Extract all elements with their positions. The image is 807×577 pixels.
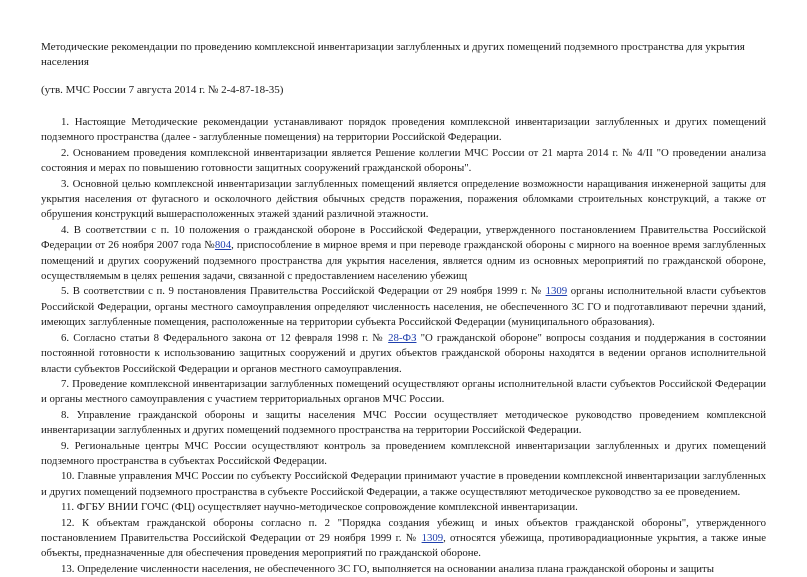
link-decree-804[interactable]: 804 xyxy=(214,239,232,252)
paragraph-4 xyxy=(41,223,766,285)
link-law-28-fz[interactable]: 28-ФЗ xyxy=(388,331,417,344)
paragraph-text: 13. Определение численности населения, не обеспеченного ЗС ГО, выполняется на основании анализа плана гражданской обороны и защиты xyxy=(61,562,715,575)
paragraph-text: "О гражданской обороне" вопросы создания и поддержания в состоянии постоянной готовности к использованию защитных сооружений и других объектов гражданской обороны находятся в ведении органов исполнительной власти субъектов Российской Федерации и органов местного самоуправления. xyxy=(41,331,767,375)
paragraph-5 xyxy=(41,284,766,330)
paragraph-2 xyxy=(41,146,766,177)
paragraph-text: 12. К объектам гражданской обороны согласно п. 2 "Порядка создания убежищ и иных объектов гражданской обороны", утвержденного постановлением Правительства Российской Федерации от 29 ноября 1999 г. № xyxy=(41,516,766,544)
paragraph-10 xyxy=(41,469,766,500)
paragraph-text: 11. ФГБУ ВНИИ ГОЧС (ФЦ) осуществляет научно-методическое сопровождение комплексной инвентаризации. xyxy=(61,501,578,514)
document-body xyxy=(41,115,766,577)
paragraph-text: , относятся убежища, противорадиационные укрытия, а также иные объекты, предназначенные для обеспечения проведения мероприятий по гражданской обороне. xyxy=(41,531,766,560)
paragraph-9 xyxy=(41,439,766,470)
paragraph-text: , приспособление в мирное время и при переводе гражданской обороны с мирного на военное время заглубленных помещений и других сооружений подземного пространства для укрытия населения, является одним из основных мероприятий по гражданской обороне, осуществляемым в целях решения задачи, связанной с предоставлением населению убежищ xyxy=(41,239,766,283)
paragraph-12 xyxy=(41,516,766,562)
paragraph-text: 3. Основной целью комплексной инвентаризации заглубленных помещений является определение возможности наращивания инженерной защиты для укрытия населения от фугасного и осколочного действия обычных средств поражения, поражения обломками строительных конструкций, а также от обрушения конструкций вышерасположенных этажей зданий различной этажности. xyxy=(41,177,766,221)
paragraph-text: 1. Настоящие Методические рекомендации устанавливают порядок проведения комплексной инвентаризации заглубленных и других помещений подземного пространства (далее - заглубленные помещения) на территории Российской Федерации. xyxy=(41,116,766,144)
paragraph-1 xyxy=(41,115,766,146)
paragraph-3 xyxy=(41,177,766,223)
document-approval-line: (утв. МЧС России 7 августа 2014 г. № 2-4-87-18-35) xyxy=(41,84,284,96)
paragraph-text: 2. Основанием проведения комплексной инвентаризации является Решение коллегии МЧС России от 21 марта 2014 г. № 4/II "О проведении анализа состояния и мерах по повышению готовности защитных сооружений гражданской обороны". xyxy=(41,146,766,175)
paragraph-text: 9. Региональные центры МЧС России осуществляют контроль за проведением комплексной инвентаризации заглубленных и других помещений подземного пространства в субъектах Российской Федерации. xyxy=(41,439,766,467)
paragraph-11 xyxy=(41,500,766,515)
paragraph-13 xyxy=(41,562,766,577)
paragraph-text: 4. В соответствии с п. 10 положения о гражданской обороне в Российской Федерации, утвержденного постановлением Правительства Российской Федерации от 26 ноября 2007 года № xyxy=(41,223,766,252)
paragraph-text: 6. Согласно статьи 8 Федерального закона от 12 февраля 1998 г. № xyxy=(61,331,389,344)
paragraph-text: 8. Управление гражданской обороны и защиты населения МЧС России осуществляет методическое руководство проведением комплексной инвентаризации заглубленных и других помещений подземного пространства на территории Российской Федерации. xyxy=(41,408,766,437)
paragraph-text: органы исполнительной власти субъектов Российской Федерации, органы местного самоуправления определяют численность населения, не обеспеченного ЗС ГО и подготавливают перечни зданий, имеющих заглубленные помещения, расположенные на территории субъекта Российской Федерации (муниципального образования). xyxy=(41,285,767,329)
document-title: Методические рекомендации по проведению комплексной инвентаризации заглубленных и других помещений подземного пространства для укрытия населения xyxy=(41,41,745,68)
paragraph-text: 5. В соответствии с п. 9 постановления Правительства Российской Федерации от 29 ноября 1999 г. № xyxy=(61,285,546,298)
link-decree-1309[interactable]: 1309 xyxy=(545,285,568,298)
paragraph-text: 7. Проведение комплексной инвентаризации заглубленных помещений осуществляют органы исполнительной власти субъектов Российской Федерации и органы местного самоуправления с участием территориальных органов МЧС России. xyxy=(41,377,766,406)
paragraph-6 xyxy=(41,331,766,377)
paragraph-text: 10. Главные управления МЧС России по субъекту Российской Федерации принимают участие в проведении комплексной инвентаризации заглубленных и других помещений подземного пространства в субъекте Российской Федерации, а также осуществляют методическое руководство за ее проведением. xyxy=(41,470,766,498)
paragraph-8 xyxy=(41,408,766,439)
link-decree-1309[interactable]: 1309 xyxy=(421,531,444,544)
paragraph-7 xyxy=(41,377,766,408)
